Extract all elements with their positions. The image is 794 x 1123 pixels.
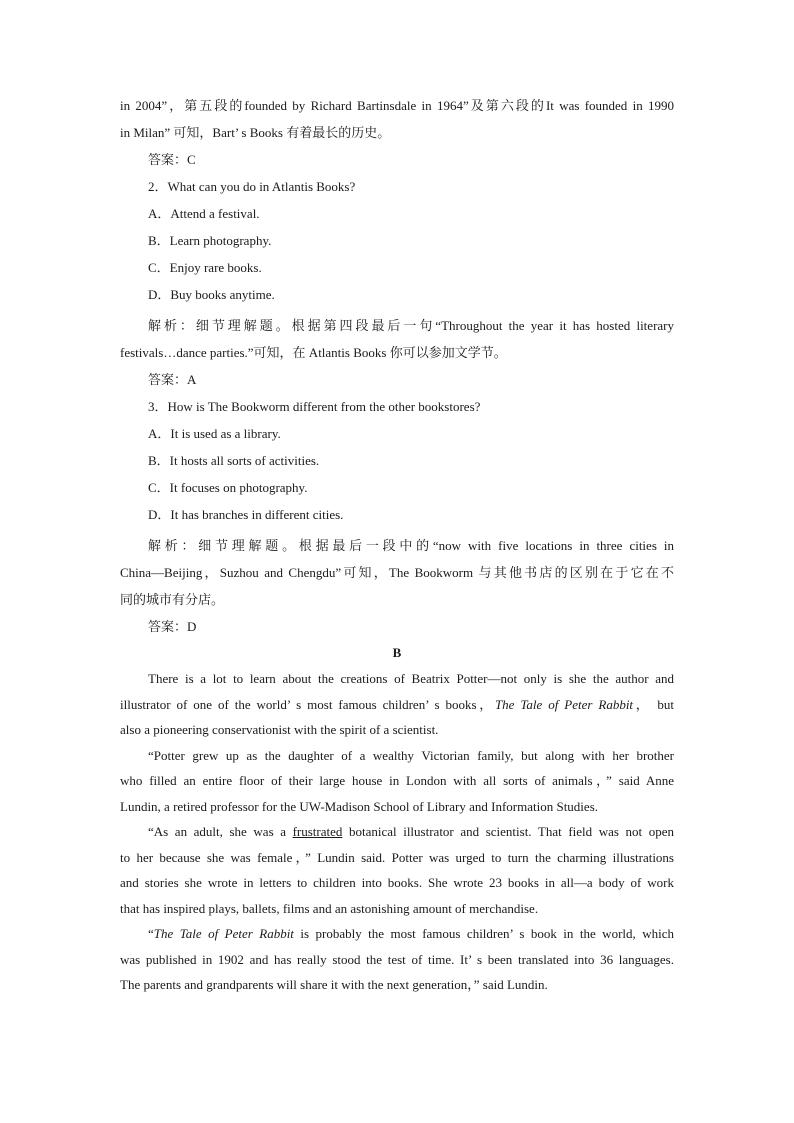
p1-line-1: There is a lot to learn about the creations of Beatrix Potter—not only is she the author and	[148, 671, 674, 686]
p4-line-3: The parents and grandparents will share it with the next generation，” said Lundin.	[120, 977, 548, 992]
q3-option-a: A．It is used as a library.	[148, 426, 281, 441]
q3-option-b: B．It hosts all sorts of activities.	[148, 453, 320, 468]
document-page	[120, 92, 674, 998]
passage-b-paragraph-1	[120, 666, 674, 743]
passage-b-paragraph-3	[120, 819, 674, 921]
p3-line-2: to her because she was female，” Lundin said. Potter was urged to turn the charming illustrations	[120, 849, 674, 865]
q3-analysis	[120, 532, 674, 613]
p4-line-1: “The Tale of Peter Rabbit is probably the most famous children’ s book in the world, which	[148, 926, 674, 941]
answer-3: 答案：D	[148, 619, 197, 634]
answer-2: 答案：A	[148, 372, 197, 387]
question-3: 3．How is The Bookworm different from the other bookstores?	[148, 399, 481, 414]
answer-1: 答案：C	[148, 152, 196, 167]
passage-b-paragraph-2	[120, 743, 674, 820]
p3-line-4: that has inspired plays, ballets, films and an astonishing amount of merchandise.	[120, 900, 539, 916]
intro-line-2: in Milan” 可知，Bart’ s Books 有着最长的历史。	[120, 125, 391, 140]
p2-line-3: Lundin, a retired professor for the UW-Madison School of Library and Information Studies.	[120, 798, 598, 814]
question-2: 2．What can you do in Atlantis Books?	[148, 179, 356, 194]
q2-option-b: B．Learn photography.	[148, 233, 272, 248]
p4-line-2: was published in 1902 and has really stood the test of time. It’ s been translated into 36 languages.	[120, 951, 674, 967]
intro-line-1: in 2004”，第五段的founded by Richard Bartinsdale in 1964”及第六段的It was founded in 1990	[120, 98, 674, 113]
p3-line-1: “As an adult, she was a frustrated botanical illustrator and scientist. That field was not open	[148, 824, 674, 839]
q3-option-d: D．It has branches in different cities.	[148, 507, 344, 522]
intro-paragraph	[120, 92, 674, 146]
passage-b	[120, 666, 674, 998]
q2-option-c: C．Enjoy rare books.	[148, 260, 262, 275]
q2-analysis	[120, 312, 674, 366]
q3-analysis-line-3: 同的城市有分店。	[120, 592, 225, 607]
q3-option-c: C．It focuses on photography.	[148, 480, 308, 495]
underlined-word: frustrated	[292, 824, 343, 839]
p2-line-2: who filled an entire floor of their large house in London with all sorts of animals，” said Anne	[120, 773, 674, 788]
q2-analysis-line-2: festivals…dance parties.”可知，在 Atlantis Books 你可以参加文学节。	[120, 345, 507, 360]
q3-analysis-line-1: 解析：细节理解题。根据最后一段中的“now with five locations in three cities in	[148, 538, 674, 553]
q2-option-a: A．Attend a festival.	[148, 206, 260, 221]
q2-analysis-line-1: 解析：细节理解题。根据第四段最后一句“Throughout the year it has hosted literary	[148, 318, 674, 333]
p1-line-2: illustrator of one of the world’ s most famous children’ s books，The Tale of Peter Rabbit， but	[120, 696, 674, 712]
p3-line-3: and stories she wrote in letters to children into books. She wrote 23 books in all—a body of work	[120, 875, 674, 890]
p2-line-1: “Potter grew up as the daughter of a wealthy Victorian family, but along with her brother	[148, 747, 674, 763]
passage-b-paragraph-4	[120, 921, 674, 998]
q2-option-d: D．Buy books anytime.	[148, 287, 275, 302]
q3-analysis-line-2: China—Beijing，Suzhou and Chengdu”可知，The Bookworm 与其他书店的区别在于它在不	[120, 565, 674, 580]
section-b-title: B	[392, 645, 402, 660]
p1-line-3: also a pioneering conservationist with the spirit of a scientist.	[120, 722, 439, 737]
book-title: The Tale of Peter Rabbit	[153, 926, 294, 941]
book-title: The Tale of Peter Rabbit	[494, 696, 634, 712]
